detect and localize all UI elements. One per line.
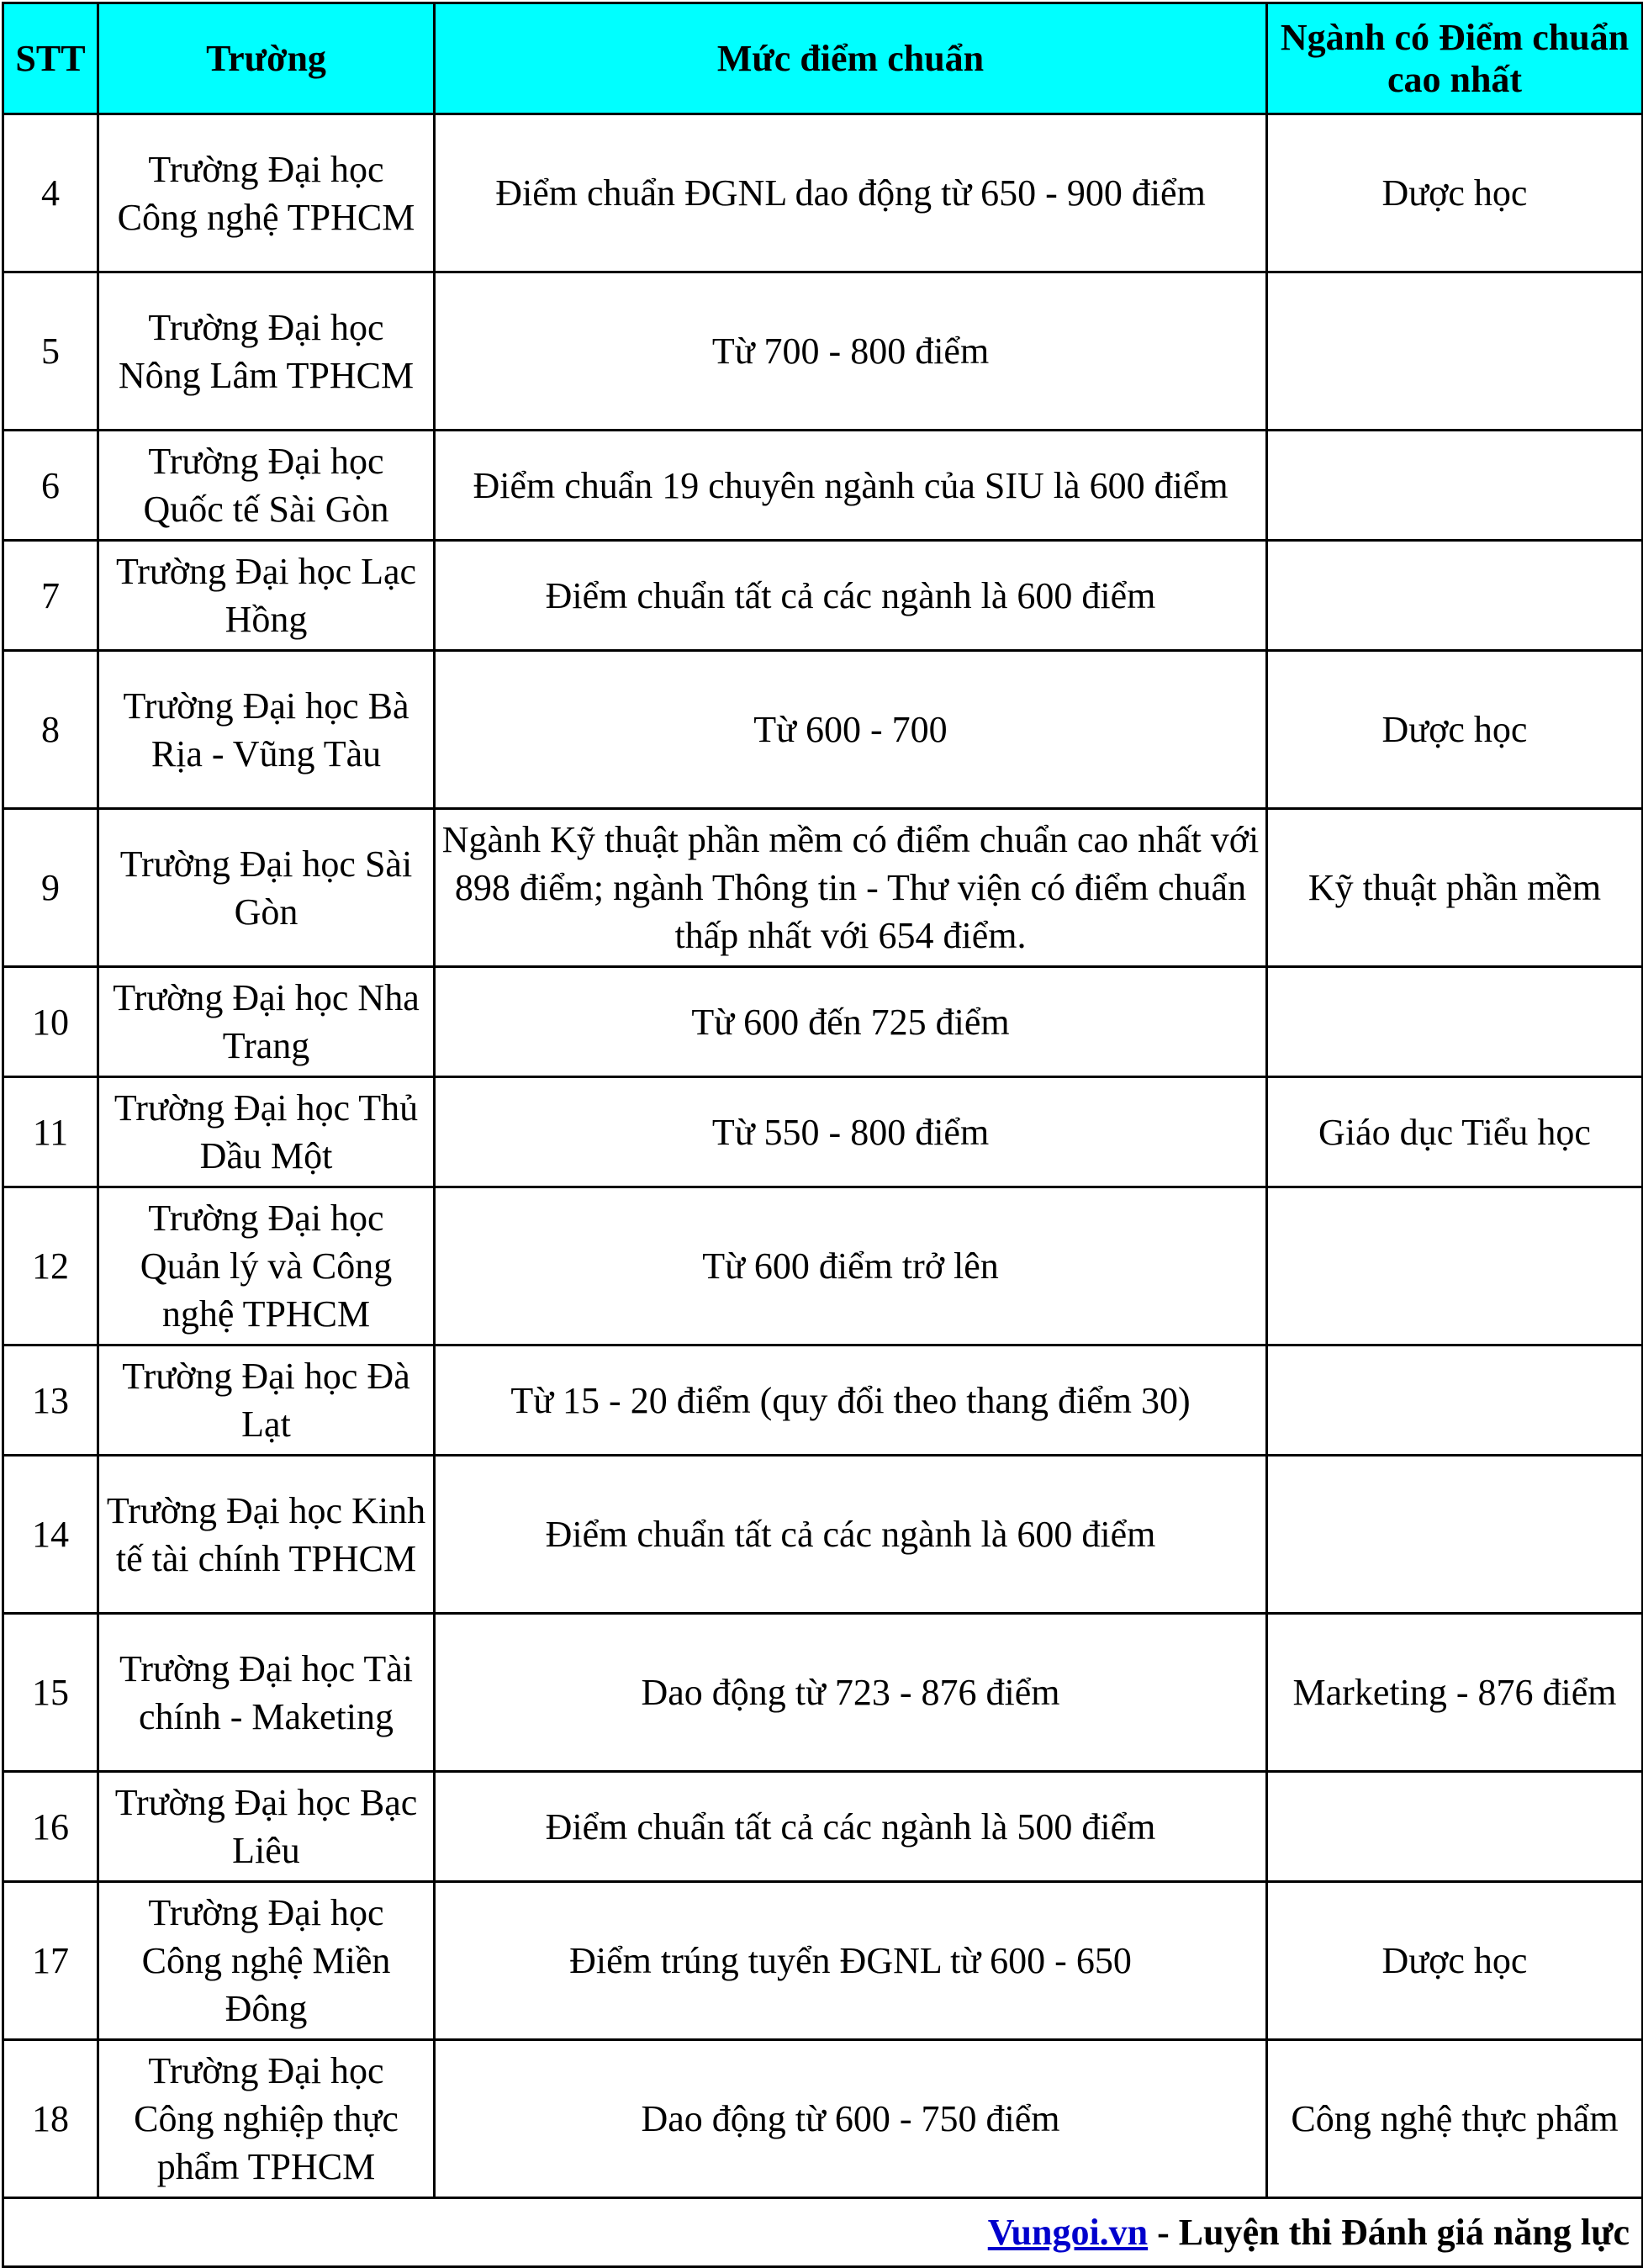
cell-score: Từ 600 điểm trở lên [435,1187,1267,1345]
cell-score: Điểm chuẩn ĐGNL dao động từ 650 - 900 điểm [435,114,1267,272]
cell-score: Điểm trúng tuyển ĐGNL từ 600 - 650 [435,1882,1267,2040]
cell-top-major: Dược học [1267,114,1643,272]
cell-score: Điểm chuẩn tất cả các ngành là 600 điểm [435,1456,1267,1614]
cell-stt: 16 [3,1772,98,1882]
cell-score: Từ 550 - 800 điểm [435,1077,1267,1187]
header-top-major: Ngành có Điểm chuẩn cao nhất [1267,3,1643,114]
table-row [3,1187,1643,1345]
cell-top-major: Công nghệ thực phẩm [1267,2040,1643,2198]
cell-stt: 6 [3,431,98,541]
cell-school: Trường Đại học Công nghệ TPHCM [98,114,435,272]
table-row [3,651,1643,809]
cell-score: Từ 15 - 20 điểm (quy đổi theo thang điểm 30) [435,1345,1267,1456]
cell-stt: 18 [3,2040,98,2198]
cell-school: Trường Đại học Tài chính - Maketing [98,1614,435,1772]
cell-stt: 12 [3,1187,98,1345]
cell-score: Từ 600 - 700 [435,651,1267,809]
cell-school: Trường Đại học Nông Lâm TPHCM [98,272,435,431]
cell-top-major: Marketing - 876 điểm [1267,1614,1643,1772]
cell-top-major: Giáo dục Tiểu học [1267,1077,1643,1187]
cell-score: Dao động từ 600 - 750 điểm [435,2040,1267,2198]
cell-school: Trường Đại học Công nghiệp thực phẩm TPHCM [98,2040,435,2198]
cell-top-major [1267,1187,1643,1345]
table-body [3,114,1643,2198]
cell-score: Điểm chuẩn tất cả các ngành là 600 điểm [435,541,1267,651]
cell-top-major [1267,541,1643,651]
cell-top-major: Kỹ thuật phần mềm [1267,809,1643,967]
cell-stt: 9 [3,809,98,967]
cell-top-major [1267,1456,1643,1614]
cell-stt: 8 [3,651,98,809]
cell-stt: 7 [3,541,98,651]
cell-top-major [1267,1345,1643,1456]
table-row [3,431,1643,541]
table-row [3,1456,1643,1614]
cell-school: Trường Đại học Nha Trang [98,967,435,1077]
header-school: Trường [98,3,435,114]
table-row [3,1882,1643,2040]
table-row [3,1077,1643,1187]
cell-school: Trường Đại học Bạc Liêu [98,1772,435,1882]
cell-score: Dao động từ 723 - 876 điểm [435,1614,1267,1772]
cell-top-major: Dược học [1267,1882,1643,2040]
cell-top-major [1267,431,1643,541]
cell-stt: 10 [3,967,98,1077]
cell-top-major [1267,272,1643,431]
cell-stt: 13 [3,1345,98,1456]
header-stt: STT [3,3,98,114]
cell-score: Ngành Kỹ thuật phần mềm có điểm chuẩn cao nhất với 898 điểm; ngành Thông tin - Thư viện có điểm chuẩn thấp nhất với 654 điểm. [435,809,1267,967]
cell-school: Trường Đại học Lạc Hồng [98,541,435,651]
cell-stt: 5 [3,272,98,431]
cell-school: Trường Đại học Quốc tế Sài Gòn [98,431,435,541]
cell-stt: 4 [3,114,98,272]
footer-tagline: - Luyện thi Đánh giá năng lực [1148,2212,1630,2253]
cell-school: Trường Đại học Đà Lạt [98,1345,435,1456]
cell-stt: 14 [3,1456,98,1614]
table-row [3,541,1643,651]
cell-score: Điểm chuẩn tất cả các ngành là 500 điểm [435,1772,1267,1882]
vungoi-link[interactable]: Vungoi.vn [987,2212,1149,2253]
cell-score: Từ 700 - 800 điểm [435,272,1267,431]
footer-cell [3,2198,1643,2267]
table-row [3,967,1643,1077]
cell-top-major [1267,967,1643,1077]
footer-row [3,2198,1643,2267]
cell-top-major [1267,1772,1643,1882]
table-row [3,1614,1643,1772]
cell-stt: 17 [3,1882,98,2040]
cell-school: Trường Đại học Thủ Dầu Một [98,1077,435,1187]
cell-school: Trường Đại học Quản lý và Công nghệ TPHCM [98,1187,435,1345]
header-score: Mức điểm chuẩn [435,3,1267,114]
table-row [3,1772,1643,1882]
cell-stt: 11 [3,1077,98,1187]
cell-school: Trường Đại học Bà Rịa - Vũng Tàu [98,651,435,809]
table-row [3,2040,1643,2198]
cell-score: Điểm chuẩn 19 chuyên ngành của SIU là 600 điểm [435,431,1267,541]
cell-stt: 15 [3,1614,98,1772]
table-row [3,1345,1643,1456]
cell-school: Trường Đại học Kinh tế tài chính TPHCM [98,1456,435,1614]
table-row [3,809,1643,967]
table-row [3,114,1643,272]
cell-school: Trường Đại học Sài Gòn [98,809,435,967]
score-table [2,2,1643,2268]
cell-school: Trường Đại học Công nghệ Miền Đông [98,1882,435,2040]
table-row [3,272,1643,431]
cell-top-major: Dược học [1267,651,1643,809]
header-row [3,3,1643,114]
cell-score: Từ 600 đến 725 điểm [435,967,1267,1077]
